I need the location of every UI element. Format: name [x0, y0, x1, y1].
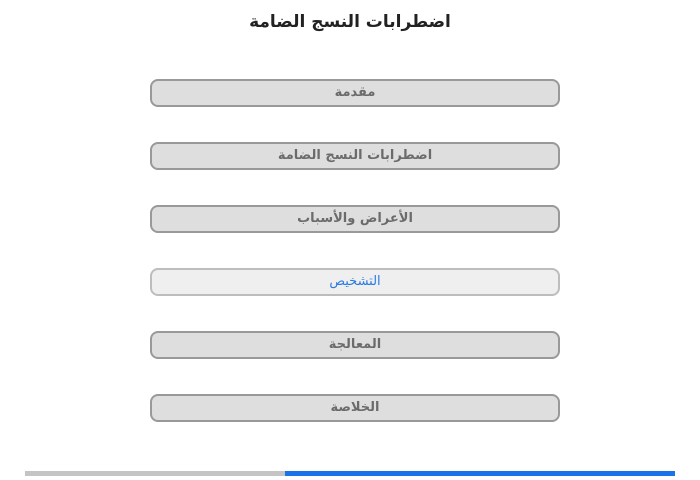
- progress-bar: [25, 471, 675, 476]
- lesson-menu: [150, 79, 560, 457]
- menu-item-connective-tissue-disorders[interactable]: اضطرابات النسج الضامة: [150, 142, 560, 170]
- menu-item-treatment[interactable]: المعالجة: [150, 331, 560, 359]
- progress-bar-fill: [285, 471, 675, 476]
- menu-item-summary[interactable]: الخلاصة: [150, 394, 560, 422]
- page-title: اضطرابات النسج الضامة: [249, 12, 451, 32]
- menu-item-introduction[interactable]: مقدمة: [150, 79, 560, 107]
- menu-item-symptoms-causes[interactable]: الأعراض والأسباب: [150, 205, 560, 233]
- menu-item-diagnosis[interactable]: التشخيص: [150, 268, 560, 296]
